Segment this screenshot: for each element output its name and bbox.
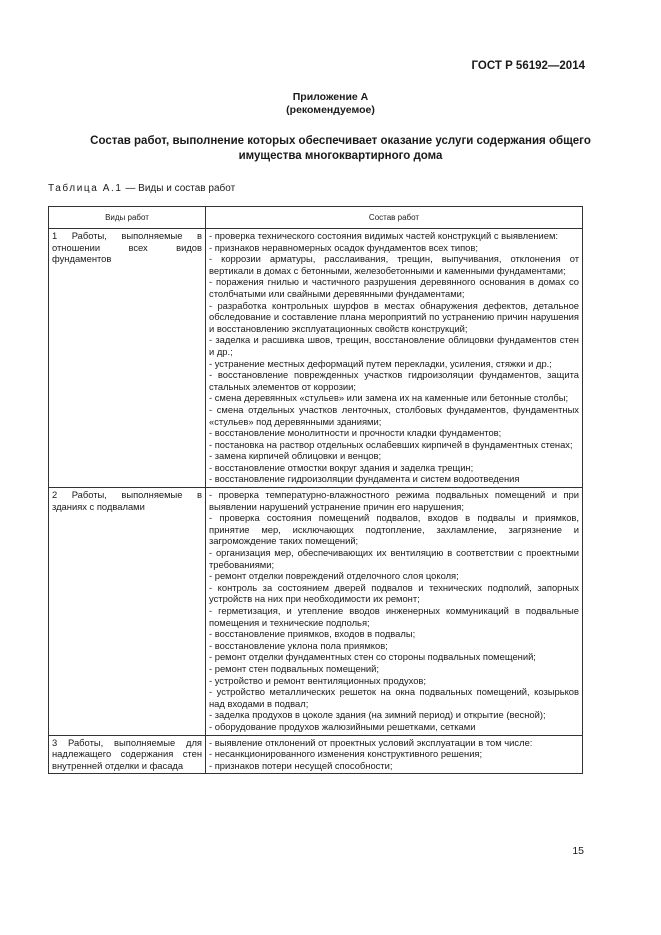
work-item: - поражения гнилью и частичного разрушения деревянного основания в домах со столбчатыми или свайными деревянными фундаментами; [209,276,579,299]
works-table [48,206,583,774]
page-number: 15 [572,845,584,857]
work-item: - коррозии арматуры, расслаивания, трещин, выпучивания, отклонения от вертикали в домах с бетонными, железобетонными и каменными фундаментами; [209,253,579,276]
work-item: - несанкционированного изменения конструктивного решения; [209,748,483,760]
work-item: - выявление отклонений от проектных условий эксплуатации в том числе: [209,736,533,748]
work-item: - проверка температурно-влажностного режима подвальных помещений и при выявлении нарушений устранение причин его нарушения; [209,489,579,512]
work-item: - признаков потери несущей способности; [209,759,393,771]
column-header-content: Состав работ [206,207,583,229]
work-content-cell [206,735,583,774]
work-item: - восстановление монолитности и прочности кладки фундаментов; [209,427,502,439]
work-item: - постановка на раствор отдельных ослабевших кирпичей в фундаментных стенах; [209,438,573,450]
table-row [49,229,583,488]
work-item: - разработка контрольных шурфов в местах обнаружения дефектов, детальное обследование и составление плана мероприятий по устранению причин нарушения и восстановлению эксплуатационных свойств конструкций; [209,299,579,334]
work-item: - проверка состояния помещений подвалов, входов в подвалы и приямков, принятие мер, исключающих подтопление, захламление, загрязнение и загромождение таких помещений; [209,512,579,547]
work-item: - ремонт отделки фундаментных стен со стороны подвальных помещений; [209,651,536,663]
table-caption [48,183,235,194]
table-row [49,735,583,774]
work-item: - проверка технического состояния видимых частей конструкций с выявлением: [209,230,559,241]
work-item: - смена отдельных участков ленточных, столбовых фундаментов, фундаментных «стульев» под деревянными зданиями; [209,403,579,427]
work-item: - признаков неравномерных осадок фундаментов всех типов; [209,241,478,253]
work-item: - устранение местных деформаций путем перекладки, усиления, стяжки и др.; [209,357,552,369]
appendix-title: Приложение А [292,91,369,103]
work-item: - восстановление гидроизоляции фундамента и систем водоотведения [209,473,520,485]
work-item: - восстановление поврежденных участков гидроизоляции фундаментов, защита стальных элементов от коррозии; [209,369,579,392]
work-item: - восстановление отмостки вокруг здания и заделка трещин; [209,461,474,473]
appendix-subtitle: (рекомендуемое) [286,104,375,116]
work-item: - герметизация, и утепление вводов инженерных коммуникаций в подвальные помещения и технические подполья; [209,605,579,628]
table-caption-prefix: Таблица А.1 [48,183,123,194]
table-row [49,488,583,735]
column-header-kind: Виды работ [49,207,206,229]
work-content-cell [206,488,583,735]
work-kind-cell: 1 Работы, выполняемые в отношении всех видов фундаментов [49,229,206,488]
work-item: - устройство и ремонт вентиляционных продухов; [209,674,427,686]
work-item: - восстановление уклона пола приямков; [209,639,388,651]
work-item: - ремонт отделки повреждений отделочного слоя цоколя; [209,570,459,582]
work-content-cell [206,229,583,488]
table-header-row [49,207,583,229]
table-caption-text: — Виды и состав работ [122,183,236,194]
table-body [49,229,583,774]
work-item: - организация мер, обеспечивающих их вентиляцию в соответствии с проектными требованиями; [209,547,579,570]
document-title: Состав работ, выполнение которых обеспечивает оказание услуги содержания общего имущества многоквартирного дома [90,135,591,162]
work-item: - смена деревянных «стульев» или замена их на каменные или бетонные столбы; [209,392,569,404]
work-item: - заделка и расшивка швов, трещин, восстановление облицовки фундаментов стен и др.; [209,334,579,357]
work-item: - ремонт стен подвальных помещений; [209,662,379,674]
work-item: - замена кирпичей облицовки и венцов; [209,450,382,462]
work-item: - контроль за состоянием дверей подвалов и технических подполий, запорных устройств на них при необходимости их ремонт; [209,581,579,605]
work-item: - оборудование продухов жалюзийными решетками, сетками [209,720,476,732]
standard-number: ГОСТ Р 56192—2014 [471,60,585,72]
work-kind-cell: 2 Работы, выполняемые в зданиях с подвалами [49,488,206,735]
work-item: - восстановление приямков, входов в подвалы; [209,628,416,640]
work-kind-cell: 3 Работы, выполняемые для надлежащего содержания стен внутренней отделки и фасада [49,735,206,774]
work-item: - устройство металлических решеток на окна подвальных помещений, козырьков над входами в подвал; [209,686,579,709]
work-item: - заделка продухов в цоколе здания (на зимний период) и открытие (весной); [209,709,546,721]
